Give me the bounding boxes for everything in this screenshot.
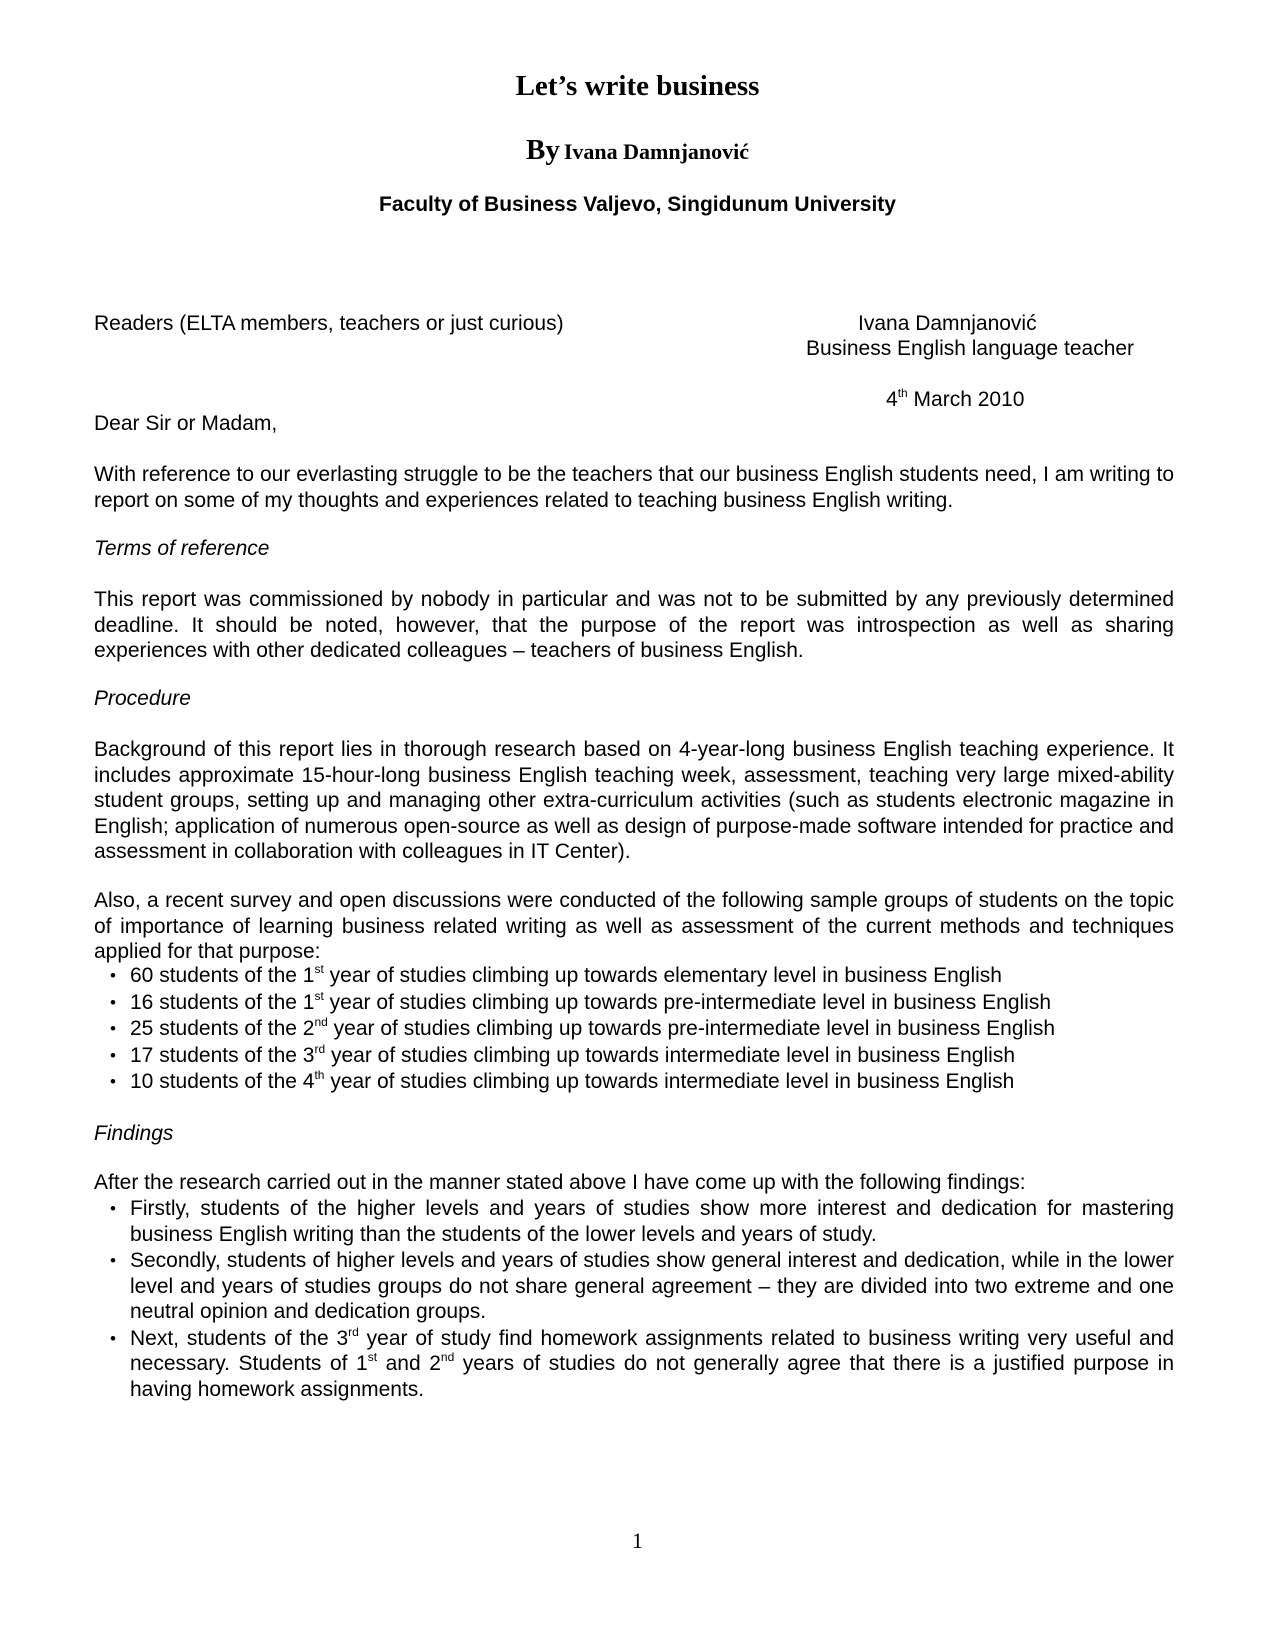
letter-date: [886, 388, 1024, 412]
list-item: • 16 students of the 1st year of studies climbing up towards pre-intermediate level in business English: [94, 990, 1174, 1017]
finding-text: Firstly, students of the higher levels and years of studies show more interest and dedication for mastering business English writing than the students of the lower levels and years of study.: [130, 1197, 1174, 1246]
date-day: 4: [886, 388, 898, 411]
sender-role: Business English language teacher: [806, 337, 1135, 360]
recipient-line: Readers (ELTA members, teachers or just curious): [94, 312, 564, 335]
date-month-year: March 2010: [907, 388, 1025, 411]
bullet-icon: •: [110, 1199, 116, 1218]
bullet-icon: •: [110, 1019, 116, 1038]
list-item: • Next, students of the 3rd year of study find homework assignments related to business writing very useful and necessary. Students of 1st and 2nd years of studies do not generally agree that there is a justified purpose in having homework assignments.: [110, 1324, 1174, 1401]
terms-paragraph: This report was commissioned by nobody in particular and was not to be submitted by any previously determined deadline. It should be noted, however, that the purpose of the report was introspection as well as sharing experiences with other dedicated colleagues – teachers of business English.: [94, 588, 1174, 662]
section-heading-terms: Terms of reference: [94, 537, 270, 560]
bullet-icon: •: [110, 1045, 116, 1065]
student-groups-list: [94, 963, 1174, 1096]
affiliation: Faculty of Business Valjevo, Singidunum University: [379, 193, 896, 216]
procedure-paragraph-1: Background of this report lies in thorough research based on 4-year-long business English teaching experience. It includes approximate 15-hour-long business English teaching week, assessment, teaching very large mixed-ability student groups, setting up and managing other extra-curriculum activities (such as students electronic magazine in English; application of numerous open-source as well as design of purpose-made software intended for practice and assessment in collaboration with colleagues in IT Center).: [94, 738, 1174, 863]
bullet-icon: •: [110, 992, 116, 1012]
section-heading-procedure: Procedure: [94, 687, 191, 710]
findings-intro: After the research carried out in the manner stated above I have come up with the following findings:: [94, 1171, 1026, 1194]
finding-text: Secondly, students of higher levels and years of studies show general interest and dedication, while in the lower level and years of studies groups do not share general agreement – they are divided into two extreme and one neutral opinion and dedication groups.: [130, 1249, 1174, 1323]
list-item: • 25 students of the 2nd year of studies climbing up towards pre-intermediate level in business English: [94, 1016, 1174, 1043]
list-item: [94, 1248, 1174, 1325]
list-item: • 10 students of the 4th year of studies climbing up towards intermediate level in business English: [94, 1069, 1174, 1096]
bullet-icon: •: [110, 1251, 116, 1270]
date-suffix: th: [897, 386, 908, 400]
list-item: • 60 students of the 1st year of studies climbing up towards elementary level in business English: [94, 963, 1174, 990]
salutation: Dear Sir or Madam,: [94, 412, 278, 435]
page-number: 1: [632, 1528, 643, 1553]
byline-author: Ivana Damnjanović: [563, 139, 750, 164]
findings-list: [94, 1196, 1174, 1403]
document-title: Let’s write business: [515, 70, 760, 102]
byline-by: By: [525, 134, 560, 166]
list-item: • 17 students of the 3rd year of studies climbing up towards intermediate level in business English: [94, 1043, 1174, 1070]
bullet-icon: •: [110, 1328, 116, 1348]
bullet-icon: •: [110, 1072, 116, 1091]
list-item: [94, 1196, 1174, 1247]
sender-name: Ivana Damnjanović: [858, 312, 1037, 335]
bullet-icon: •: [110, 966, 116, 985]
section-heading-findings: Findings: [94, 1122, 174, 1145]
intro-paragraph: With reference to our everlasting struggle to be the teachers that our business English students need, I am writing to report on some of my thoughts and experiences related to teaching business English writing.: [94, 463, 1174, 512]
byline: [0, 134, 1275, 167]
procedure-paragraph-2: Also, a recent survey and open discussions were conducted of the following sample groups of students on the topic of importance of learning business related writing as well as assessment of the current methods and techniques applied for that purpose:: [94, 889, 1174, 963]
